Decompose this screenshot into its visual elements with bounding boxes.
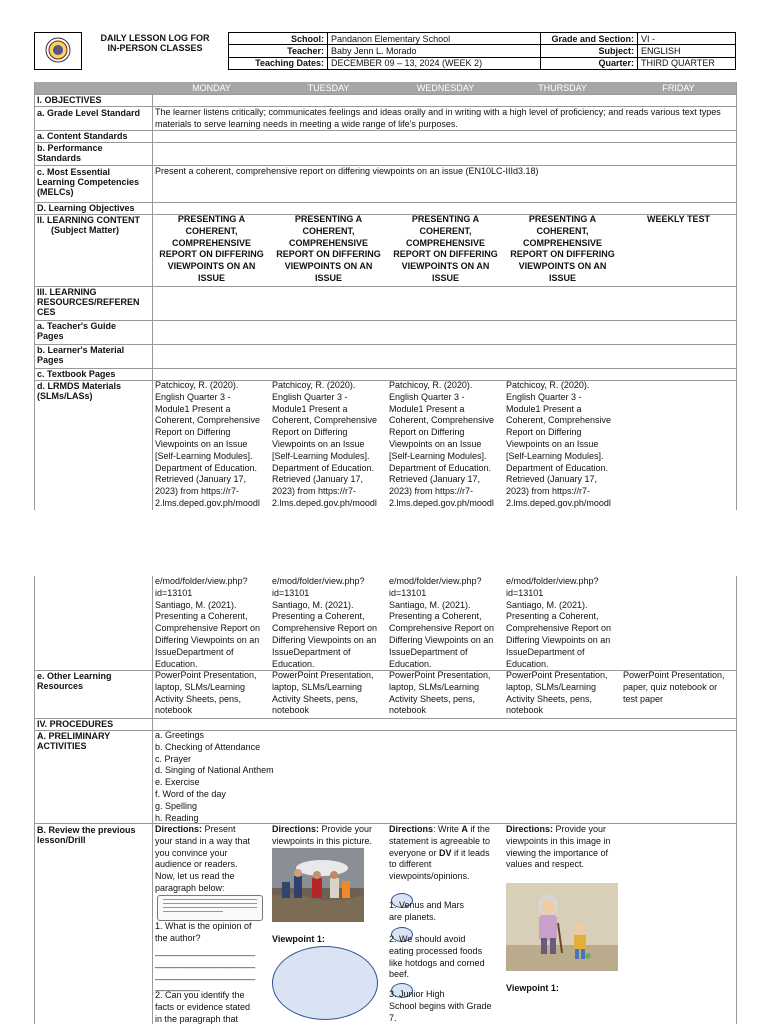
lrmds-cont-tuesday [272, 576, 387, 670]
sm-line: VIEWPOINTS ON AN [284, 261, 373, 272]
sm-line: COMPREHENSIVE [288, 237, 368, 248]
prelim-line-2: ACTIVITIES [37, 741, 87, 751]
text-line: Education. [389, 658, 432, 669]
wed-item-1 [389, 900, 504, 924]
grade-level-standard-label: a. Grade Level Standard [37, 108, 141, 118]
text-line: Comprehensive Report on [272, 623, 378, 634]
text: if it leads [451, 847, 490, 858]
weekly-test-friday: WEEKLY TEST [646, 214, 710, 224]
paragraph-thumbnail [157, 895, 263, 921]
review-mon-line-1 [155, 824, 270, 836]
text-line: [Self-Learning Modules]. [272, 450, 370, 461]
preliminary-activities-label [37, 731, 151, 751]
review-mon-line: your stand in a way that [155, 835, 251, 846]
lrmds-cont-monday [155, 576, 270, 670]
lrmds-line-2: (SLMs/LASs) [37, 391, 93, 401]
text-line: Report on Differing [155, 427, 231, 438]
thu-viewpoint-label: Viewpoint 1: [506, 983, 559, 993]
review-mon-line: paragraph below: [155, 882, 225, 893]
text: : Write [433, 824, 462, 834]
q1-line: the author? [155, 932, 201, 943]
day-thursday: THURSDAY [538, 83, 587, 93]
perf-line-1: b. Performance [37, 143, 103, 153]
text-line: Retrieved (January 17, [389, 474, 481, 485]
sm-line: REPORT ON DIFFERING [276, 249, 381, 260]
melcs-label [37, 167, 151, 197]
review-wed-line-1 [389, 824, 504, 836]
text-line: id=13101 [506, 587, 544, 598]
melcs-line-1: c. Most Essential [37, 167, 111, 177]
subject-value: ENGLISH [638, 45, 736, 57]
text-line: 2.lms.deped.gov.ph/moodl [272, 497, 377, 508]
respect-values-picture [506, 883, 618, 971]
dates-value: DECEMBER 09 – 13, 2024 (WEEK 2) [328, 57, 541, 69]
text-line: Viewpoints on an Issue [155, 438, 248, 449]
wed-item-line: like hotdogs and corned [389, 957, 485, 968]
quarter-label: Quarter: [541, 57, 638, 69]
other-resources-tuesday [272, 670, 387, 717]
review-wed-line: to different [389, 859, 432, 870]
text-line: e/mod/folder/view.php? [389, 576, 482, 586]
text-line: Viewpoints on an Issue [389, 438, 482, 449]
lrmds-cont-thursday [506, 576, 621, 670]
text-bold: DV [439, 847, 452, 858]
day-friday: FRIDAY [662, 83, 695, 93]
review-label [37, 825, 151, 845]
grid-line [152, 576, 153, 1024]
text-line: e/mod/folder/view.php? [272, 576, 365, 586]
prelim-item: h. Reading [155, 812, 199, 823]
res-line-3: CES [37, 307, 56, 317]
text-line: 2.lms.deped.gov.ph/moodl [506, 497, 611, 508]
other-resources-label [37, 671, 151, 691]
performance-standards-label [37, 143, 151, 163]
title-line-1: DAILY LESSON LOG FOR [100, 32, 210, 43]
sm-line: COHERENT, [185, 225, 238, 236]
header-table [34, 32, 736, 70]
melcs-line-3: (MELCs) [37, 187, 74, 197]
text-line: Differing Viewpoints on an [506, 634, 611, 645]
other-fri-line: PowerPoint Presentation, [623, 670, 725, 680]
prelim-item: c. Prayer [155, 753, 192, 764]
text-line: 2.lms.deped.gov.ph/moodl [155, 497, 260, 508]
text-line: IssueDepartment of [389, 646, 468, 657]
text-line: id=13101 [389, 587, 427, 598]
text-line: Coherent, Comprehensive [389, 415, 495, 426]
text-line: English Quarter 3 - [155, 391, 231, 402]
learning-content-label [37, 215, 151, 235]
text-line: PowerPoint Presentation, [272, 670, 374, 680]
lc-line-2: (Subject Matter) [51, 225, 120, 235]
review-mon-line: Now, let us read the [155, 871, 235, 882]
grade-value: VI - [638, 33, 736, 45]
grid-line [736, 82, 737, 510]
sm-line: COHERENT, [302, 225, 355, 236]
directions-label: Directions: [272, 824, 320, 834]
text-line: PowerPoint Presentation, [506, 670, 608, 680]
prelim-item: e. Exercise [155, 777, 200, 788]
sm-line: PRESENTING A [411, 214, 480, 224]
review-mon-line: you convince your [155, 847, 228, 858]
lrmds-wednesday [389, 380, 504, 510]
subject-matter-tuesday [270, 214, 387, 285]
prelim-item: d. Singing of National Anthem [155, 765, 274, 776]
sm-line: ISSUE [548, 272, 576, 283]
wed-item-3 [389, 989, 504, 1024]
tue-viewpoint-label: Viewpoint 1: [272, 934, 325, 944]
prelim-item: f. Word of the day [155, 788, 226, 799]
review-mon-q1 [155, 921, 270, 945]
text-line: id=13101 [272, 587, 310, 598]
review-tue-line-1 [272, 824, 387, 836]
subject-matter-wednesday [387, 214, 504, 285]
text-line: notebook [506, 705, 544, 716]
res-line-1: III. LEARNING [37, 287, 97, 297]
teacher-value: Baby Jenn L. Morado [328, 45, 541, 57]
q2-line: 2. Can you identify the [155, 990, 245, 1000]
school-label: School: [229, 33, 328, 45]
sm-line: VIEWPOINTS ON AN [167, 261, 256, 272]
prelim-item: a. Greetings [155, 730, 205, 740]
blank-line: ____________________ [155, 946, 256, 956]
text-line: Activity Sheets, pens, [155, 693, 242, 704]
text-line: IssueDepartment of [155, 646, 234, 657]
review-thu-line: viewpoints in this image in [506, 835, 611, 846]
text-line: Santiago, M. (2021). [389, 599, 471, 610]
blank-line: _________ [155, 981, 201, 992]
text-line: 2023) from https://r7- [272, 486, 357, 497]
text-line: [Self-Learning Modules]. [155, 450, 253, 461]
sm-line: ISSUE [197, 272, 225, 283]
directions-label: Directions: [506, 824, 554, 834]
wed-item-line: 1. Venus and Mars [389, 900, 465, 910]
text-line: Retrieved (January 17, [155, 474, 247, 485]
lrmds-cont-wednesday [389, 576, 504, 670]
text-line: laptop, SLMs/Learning [506, 681, 597, 692]
text-line: [Self-Learning Modules]. [389, 450, 487, 461]
text: Provide your [553, 824, 607, 834]
subject-label: Subject: [541, 45, 638, 57]
text-line: 2023) from https://r7- [155, 486, 240, 497]
review-mon-line: audience or readers. [155, 859, 238, 870]
text-line: id=13101 [155, 587, 193, 598]
sm-line: PRESENTING A [177, 214, 246, 224]
lrmds-thursday [506, 380, 621, 510]
preliminary-activities-list [155, 730, 355, 824]
text-line: Report on Differing [272, 427, 348, 438]
blank-line: ____________________ [155, 957, 256, 968]
deped-seal-icon [45, 37, 71, 63]
text-line: notebook [389, 705, 427, 716]
dates-label: Teaching Dates: [229, 57, 328, 69]
other-fri-line: paper, quiz notebook or [623, 681, 718, 692]
text-line: Differing Viewpoints on an [272, 634, 377, 645]
sm-line: REPORT ON DIFFERING [393, 249, 498, 260]
text-line: PowerPoint Presentation, [155, 670, 257, 680]
review-line-2: lesson/Drill [37, 835, 86, 845]
learners-material-label [37, 345, 151, 365]
grid-line [152, 94, 153, 510]
text-line: notebook [272, 705, 310, 716]
review-thu-line-1 [506, 824, 621, 836]
other-resources-thursday [506, 670, 621, 717]
text-line: Presenting a Coherent, [272, 611, 365, 622]
text-line: 2.lms.deped.gov.ph/moodl [389, 497, 494, 508]
tg-line-1: a. Teacher's Guide [37, 321, 117, 331]
sm-line: COMPREHENSIVE [522, 237, 602, 248]
text-line: Comprehensive Report on [389, 623, 495, 634]
grid-line [736, 576, 737, 1024]
text-line: Department of Education. [272, 462, 375, 473]
text-line: English Quarter 3 - [506, 391, 582, 402]
q2-line: facts or evidence stated [155, 1001, 251, 1012]
review-monday [155, 824, 270, 895]
review-thu-line: viewing the importance of [506, 847, 609, 858]
text-line: Activity Sheets, pens, [272, 693, 359, 704]
subject-matter-monday [153, 214, 270, 285]
text-line: Education. [506, 658, 549, 669]
sm-line: COMPREHENSIVE [171, 237, 251, 248]
text-bold: A [461, 824, 468, 834]
day-wednesday: WEDNESDAY [416, 83, 475, 93]
text: if the [467, 824, 490, 834]
text-line: PowerPoint Presentation, [389, 670, 491, 680]
other-resources-wednesday [389, 670, 504, 717]
sm-line: COHERENT, [419, 225, 472, 236]
objectives-heading: I. OBJECTIVES [37, 95, 102, 105]
text-line: Differing Viewpoints on an [155, 634, 260, 645]
q1-line: 1. What is the opinion of [155, 921, 252, 931]
grade-level-standard-text [155, 107, 735, 131]
text-line: Module1 Present a [155, 403, 231, 414]
tg-line-2: Pages [37, 331, 64, 341]
quarter-value: THIRD QUARTER [638, 57, 736, 69]
text-line: laptop, SLMs/Learning [389, 681, 480, 692]
tue-viewpoint-oval [272, 946, 378, 1020]
content-standards-label: a. Content Standards [37, 131, 128, 141]
prelim-line-1: A. PRELIMINARY [37, 731, 111, 741]
text-line: Report on Differing [506, 427, 582, 438]
review-mon-q2 [155, 990, 270, 1025]
text-line: Department of Education. [389, 462, 492, 473]
lrmds-tuesday [272, 380, 387, 510]
text-line: Activity Sheets, pens, [389, 693, 476, 704]
text-line: Education. [155, 658, 198, 669]
review-thu-line: values and respect. [506, 859, 585, 870]
text-line: Patchicoy, R. (2020). [272, 380, 356, 390]
review-tuesday [272, 824, 387, 848]
text-line: Presenting a Coherent, [389, 611, 482, 622]
grid-line [34, 82, 35, 510]
sm-line: PRESENTING A [294, 214, 363, 224]
wed-item-line: are planets. [389, 911, 437, 922]
review-wed-line-3 [389, 848, 504, 860]
directions-label: Directions: [155, 824, 203, 834]
text-line: Patchicoy, R. (2020). [389, 380, 473, 390]
melcs-text: Present a coherent, comprehensive report on differing viewpoints on an issue (EN10LC-IIId3.18) [155, 166, 539, 176]
learning-resources-label [37, 287, 151, 317]
school-value: Pandanon Elementary School [328, 33, 541, 45]
review-wed-line: statement is agreeable to [389, 835, 491, 846]
other-resources-friday [623, 670, 736, 705]
sm-line: VIEWPOINTS ON AN [401, 261, 490, 272]
flood-rescue-picture [272, 848, 364, 922]
review-line-1: B. Review the previous [37, 825, 136, 835]
text-line: English Quarter 3 - [272, 391, 348, 402]
teachers-guide-label [37, 321, 151, 341]
prelim-item: g. Spelling [155, 800, 198, 811]
sm-line: COHERENT, [536, 225, 589, 236]
lrmds-monday [155, 380, 270, 510]
sm-line: COMPREHENSIVE [405, 237, 485, 248]
title-line-2: IN-PERSON CLASSES [107, 42, 203, 53]
wed-item-line: 3. Junior High [389, 989, 445, 999]
sm-line: ISSUE [314, 272, 342, 283]
review-mon-blanks [155, 946, 270, 993]
lm-line-2: Pages [37, 355, 64, 365]
text-line: Santiago, M. (2021). [272, 599, 354, 610]
text-line: 2023) from https://r7- [506, 486, 591, 497]
day-monday: MONDAY [192, 83, 231, 93]
text-line: Department of Education. [506, 462, 609, 473]
text-line: Retrieved (January 17, [506, 474, 598, 485]
prelim-item: b. Checking of Attendance [155, 741, 261, 752]
text-line: e/mod/folder/view.php? [506, 576, 599, 586]
text-line: Report on Differing [389, 427, 465, 438]
text-line: Patchicoy, R. (2020). [506, 380, 590, 390]
gls-line-1: The learner listens critically; communicates feelings and ideas orally and in writing with a high level of proficiency; and reads various text types [155, 107, 721, 117]
text: everyone or [389, 847, 440, 858]
text-line: e/mod/folder/view.php? [155, 576, 248, 586]
other-resources-monday [155, 670, 270, 717]
wed-item-line: School begins with Grade [389, 1000, 492, 1011]
review-thursday [506, 824, 621, 871]
text-line: Viewpoints on an Issue [506, 438, 599, 449]
blank-line: ____________________ [155, 969, 256, 980]
review-wed-line: viewpoints/opinions. [389, 871, 470, 882]
text-line: [Self-Learning Modules]. [506, 450, 604, 461]
review-tue-line: viewpoints in this picture. [272, 835, 373, 846]
text-line: Presenting a Coherent, [506, 611, 599, 622]
textbook-pages-label: c. Textbook Pages [37, 369, 116, 379]
procedures-heading: IV. PROCEDURES [37, 719, 114, 729]
grade-label: Grade and Section: [541, 33, 638, 45]
text-line: Coherent, Comprehensive [506, 415, 612, 426]
lc-line-1: II. LEARNING CONTENT [37, 215, 140, 225]
other-line-2: Resources [37, 681, 84, 691]
text-line: IssueDepartment of [506, 646, 585, 657]
lrmds-line-1: d. LRMDS Materials [37, 381, 122, 391]
text-line: English Quarter 3 - [389, 391, 465, 402]
directions-label: Directions [389, 824, 434, 834]
text-line: Presenting a Coherent, [155, 611, 248, 622]
day-tuesday: TUESDAY [307, 83, 350, 93]
text-line: IssueDepartment of [272, 646, 351, 657]
text-line: Comprehensive Report on [155, 623, 261, 634]
sm-line: PRESENTING A [528, 214, 597, 224]
wed-item-2 [389, 934, 504, 981]
learning-objectives-label: D. Learning Objectives [37, 203, 135, 213]
text-line: Education. [272, 658, 315, 669]
text-line: Santiago, M. (2021). [155, 599, 237, 610]
text-line: Department of Education. [155, 462, 258, 473]
text: Present [202, 824, 236, 834]
text-line: Coherent, Comprehensive [155, 415, 261, 426]
gls-line-2: materials to serve learning needs in meeting a wide range of life's purposes. [155, 118, 458, 129]
lrmds-label [37, 381, 151, 401]
sm-line: VIEWPOINTS ON AN [518, 261, 607, 272]
res-line-2: RESOURCES/REFEREN [37, 297, 140, 307]
sm-line: REPORT ON DIFFERING [159, 249, 264, 260]
melcs-line-2: Learning Competencies [37, 177, 140, 187]
text-line: Activity Sheets, pens, [506, 693, 593, 704]
text-line: Differing Viewpoints on an [389, 634, 494, 645]
perf-line-2: Standards [37, 153, 82, 163]
deped-seal-cell [35, 33, 82, 70]
text: Provide your [319, 824, 373, 834]
wed-item-line: eating processed foods [389, 945, 483, 956]
text-line: Retrieved (January 17, [272, 474, 364, 485]
text-line: Patchicoy, R. (2020). [155, 380, 239, 390]
lm-line-1: b. Learner's Material [37, 345, 125, 355]
text-line: Module1 Present a [389, 403, 465, 414]
text-line: laptop, SLMs/Learning [155, 681, 246, 692]
text-line: notebook [155, 705, 193, 716]
review-wednesday [389, 824, 504, 883]
wed-item-line: 2. We should avoid [389, 934, 466, 944]
wed-item-line: beef. [389, 969, 410, 980]
text-line: Coherent, Comprehensive [272, 415, 378, 426]
sm-line: REPORT ON DIFFERING [510, 249, 615, 260]
text-line: 2023) from https://r7- [389, 486, 474, 497]
sm-line: ISSUE [431, 272, 459, 283]
other-line-1: e. Other Learning [37, 671, 112, 681]
text-line: laptop, SLMs/Learning [272, 681, 363, 692]
q2-line: in the paragraph that [155, 1013, 239, 1024]
document-title [82, 33, 229, 70]
text-line: Santiago, M. (2021). [506, 599, 588, 610]
text-line: Comprehensive Report on [506, 623, 612, 634]
text-line: Viewpoints on an Issue [272, 438, 365, 449]
teacher-label: Teacher: [229, 45, 328, 57]
wed-item-line: 7. [389, 1012, 397, 1023]
grid-line [34, 576, 35, 1024]
text-line: Module1 Present a [272, 403, 348, 414]
other-fri-line: test paper [623, 693, 664, 704]
subject-matter-thursday [504, 214, 621, 285]
text-line: Module1 Present a [506, 403, 582, 414]
